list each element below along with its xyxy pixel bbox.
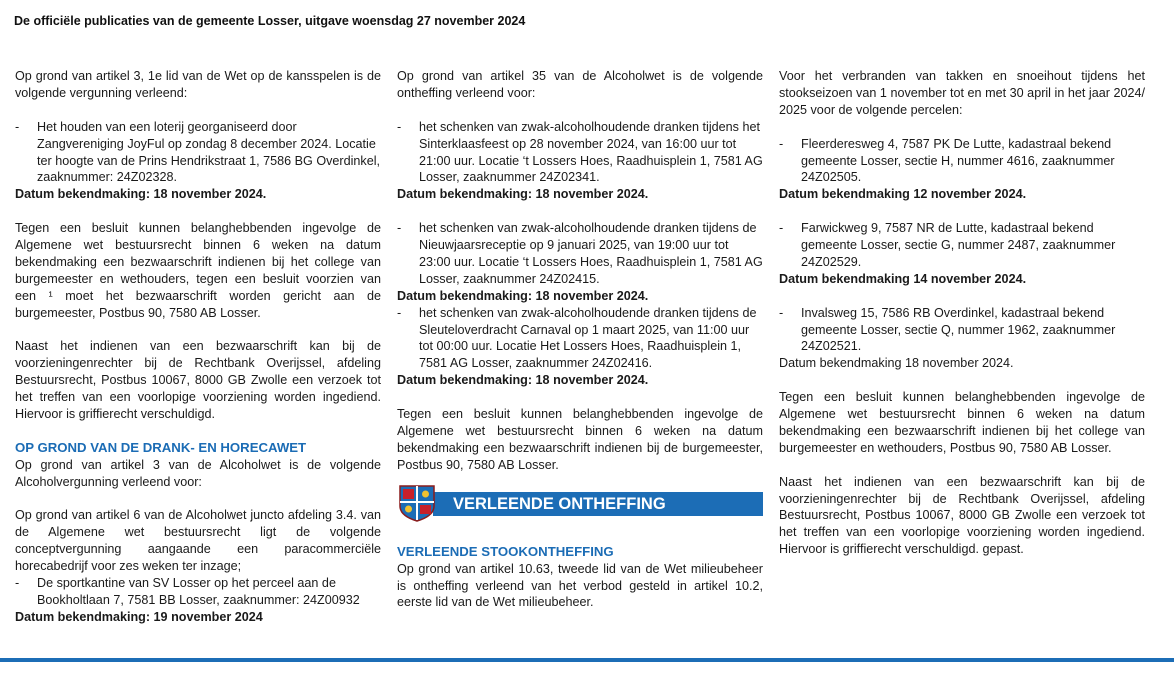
list-item [15,119,381,187]
dash-bullet: - [779,136,784,151]
intro-text: Op grond van artikel 3, 1e lid van de Wet op de kansspelen is de volgende vergunning verleend: [15,69,381,100]
publication-date: Datum bekendmaking: 19 november 2024 [15,609,263,624]
publication-date: Datum bekendmaking: 18 november 2024. [15,187,267,202]
body-text: Op grond van artikel 6 van de Alcoholwet juncto afdeling 3.4. van de Algemene wet bestuursrecht ligt de volgende conceptvergunning aangaande een paracommerciële horecabedrijf voor zes weken ter inzage; [15,508,381,574]
objection-text: Tegen een besluit kunnen belanghebbenden ingevolge de Algemene wet bestuursrecht binnen 6 weken na datum bekendmaking een bezwaarschrift indienen bij het college van burgemeester en wethouders, tegen een besluit voorzien van een ¹ moet het bezwaarschrift worden gericht aan de burgemeester, Postbus 90, 7580 AB Losser. [15,221,381,320]
list-item-text: Invalsweg 15, 7586 RB Overdinkel, kadastraal bekend gemeente Losser, sectie Q, nummer 1962, zaaknummer 24Z02521. [801,305,1116,354]
objection-text: Tegen een besluit kunnen belanghebbenden ingevolge de Algemene wet bestuursrecht binnen 6 weken na datum bekendmaking een bezwaarschrift indienen bij het college van burgemeester en wethouders, Postbus 90, 7580 AB Losser. [779,390,1145,455]
publication-date: Datum bekendmaking: 18 november 2024. [397,187,649,202]
dash-bullet: - [397,305,402,320]
list-item-text: het schenken van zwak-alcoholhoudende dranken tijdens het Sinterklaasfeest op 28 november 2024, van 16:00 uur tot 21:00 uur. Locatie ‘t Lossers Hoes, Raadhuisplein 1, 7581 AG Losser, zaaknummer 24Z02341. [419,119,763,185]
dash-bullet: - [779,221,784,236]
list-item [397,305,763,373]
list-item [779,220,1145,271]
dash-bullet: - [779,305,784,320]
list-item [397,119,763,187]
list-item [397,220,763,288]
intro-text: Voor het verbranden van takken en snoeihout tijdens het stookseizoen van 1 november tot en met 30 april in het jaar 2024/ 2025 voor de volgende percelen: [779,69,1145,117]
list-item [779,305,1145,356]
dash-bullet: - [15,576,20,591]
bottom-rule [0,658,1174,662]
list-item-text: De sportkantine van SV Losser op het perceel aan de Bookholtlaan 7, 7581 BB Losser, zaaknummer: 24Z00932 [37,576,360,608]
list-item-text: het schenken van zwak-alcoholhoudende dranken tijdens de Sleuteloverdracht Carnaval op 1 maart 2025, van 11:00 uur tot 00:00 uur. Locatie Het Lossers Hoes, Raadhuisplein 1, 7581 AG Losser, zaaknummer 24Z02416. [419,305,757,371]
section-heading: OP GROND VAN DE DRANK- EN HORECAWET [15,439,307,455]
court-text: Naast het indienen van een bezwaarschrift kan bij de voorzieningenrechter bij de Rechtbank Overijssel, afdeling Bestuursrecht, Postbus 10067, 8000 GB Zwolle een verzoek tot het treffen van een voorlopige voorziening worden ingediend. Hiervoor is griffierecht verschuldigd. gepast. [779,474,1145,557]
page-header: De officiële publicaties van de gemeente Losser, uitgave woensdag 27 november 2024 [14,14,526,28]
body-text: Op grond van artikel 10.63, tweede lid van de Wet milieubeheer is ontheffing verleend van het verbod gesteld in artikel 10.2, eerste lid van de Wet milieubeheer. [397,561,763,610]
banner-title: VERLEENDE ONTHEFFING [433,492,763,516]
list-item [15,575,381,609]
section-heading: VERLEENDE STOOKONTHEFFING [397,543,614,559]
body-text: Op grond van artikel 3 van de Alcoholwet is de volgende Alcoholvergunning verleend voor: [15,457,381,489]
court-text: Naast het indienen van een bezwaarschrift kan bij de voorzieningenrechter bij de Rechtbank Overijssel, afdeling Bestuursrecht, Postbus 10067, 8000 GB Zwolle een verzoek tot het treffen van een voorlopige voorziening worden ingediend. Hiervoor is griffierecht verschuldigd. [15,339,381,422]
list-item-text: Farwickweg 9, 7587 NR de Lutte, kadastraal bekend gemeente Losser, sectie G, nummer 2487, zaaknummer 24Z02529. [801,221,1116,269]
intro-text: Op grond van artikel 35 van de Alcoholwet is de volgende ontheffing verleend voor: [397,69,763,100]
losser-crest-icon [397,484,437,522]
section-banner [397,484,763,522]
publication-date: Datum bekendmaking: 18 november 2024. [397,288,649,303]
list-item-text: Fleerderesweg 4, 7587 PK De Lutte, kadastraal bekend gemeente Losser, sectie H, nummer 4616, zaaknummer 24Z02505. [801,136,1115,185]
column-2 [397,68,763,611]
dash-bullet: - [15,119,20,134]
list-item [779,136,1145,187]
objection-text: Tegen een besluit kunnen belanghebbenden ingevolge de Algemene wet bestuursrecht binnen 6 weken na datum bekendmaking een bezwaarschrift indienen bij de burgemeester, Postbus 90, 7580 AB Losser. [397,407,763,472]
dash-bullet: - [397,119,402,134]
publication-date: Datum bekendmaking 14 november 2024. [779,271,1027,286]
publication-date: Datum bekendmaking 12 november 2024. [779,187,1027,202]
column-1 [15,68,381,626]
list-item-text: het schenken van zwak-alcoholhoudende dranken tijdens de Nieuwjaarsreceptie op 9 januari 2025, van 19:00 uur tot 23:00 uur. Locatie ‘t Lossers Hoes, Raadhuisplein 1, 7581 AG Losser, zaaknummer 24Z02415. [419,221,763,286]
publication-date: Datum bekendmaking: 18 november 2024. [397,373,649,388]
publication-date: Datum bekendmaking 18 november 2024. [779,356,1014,371]
list-item-text: Het houden van een loterij georganiseerd door Zangvereniging JoyFul op zondag 8 december 2024. Locatie ter hoogte van de Prins Hendrikstraat 1, 7586 BG Overdinkel, zaaknummer: 24Z02328. [37,119,381,185]
column-3 [779,68,1145,558]
dash-bullet: - [397,221,402,236]
